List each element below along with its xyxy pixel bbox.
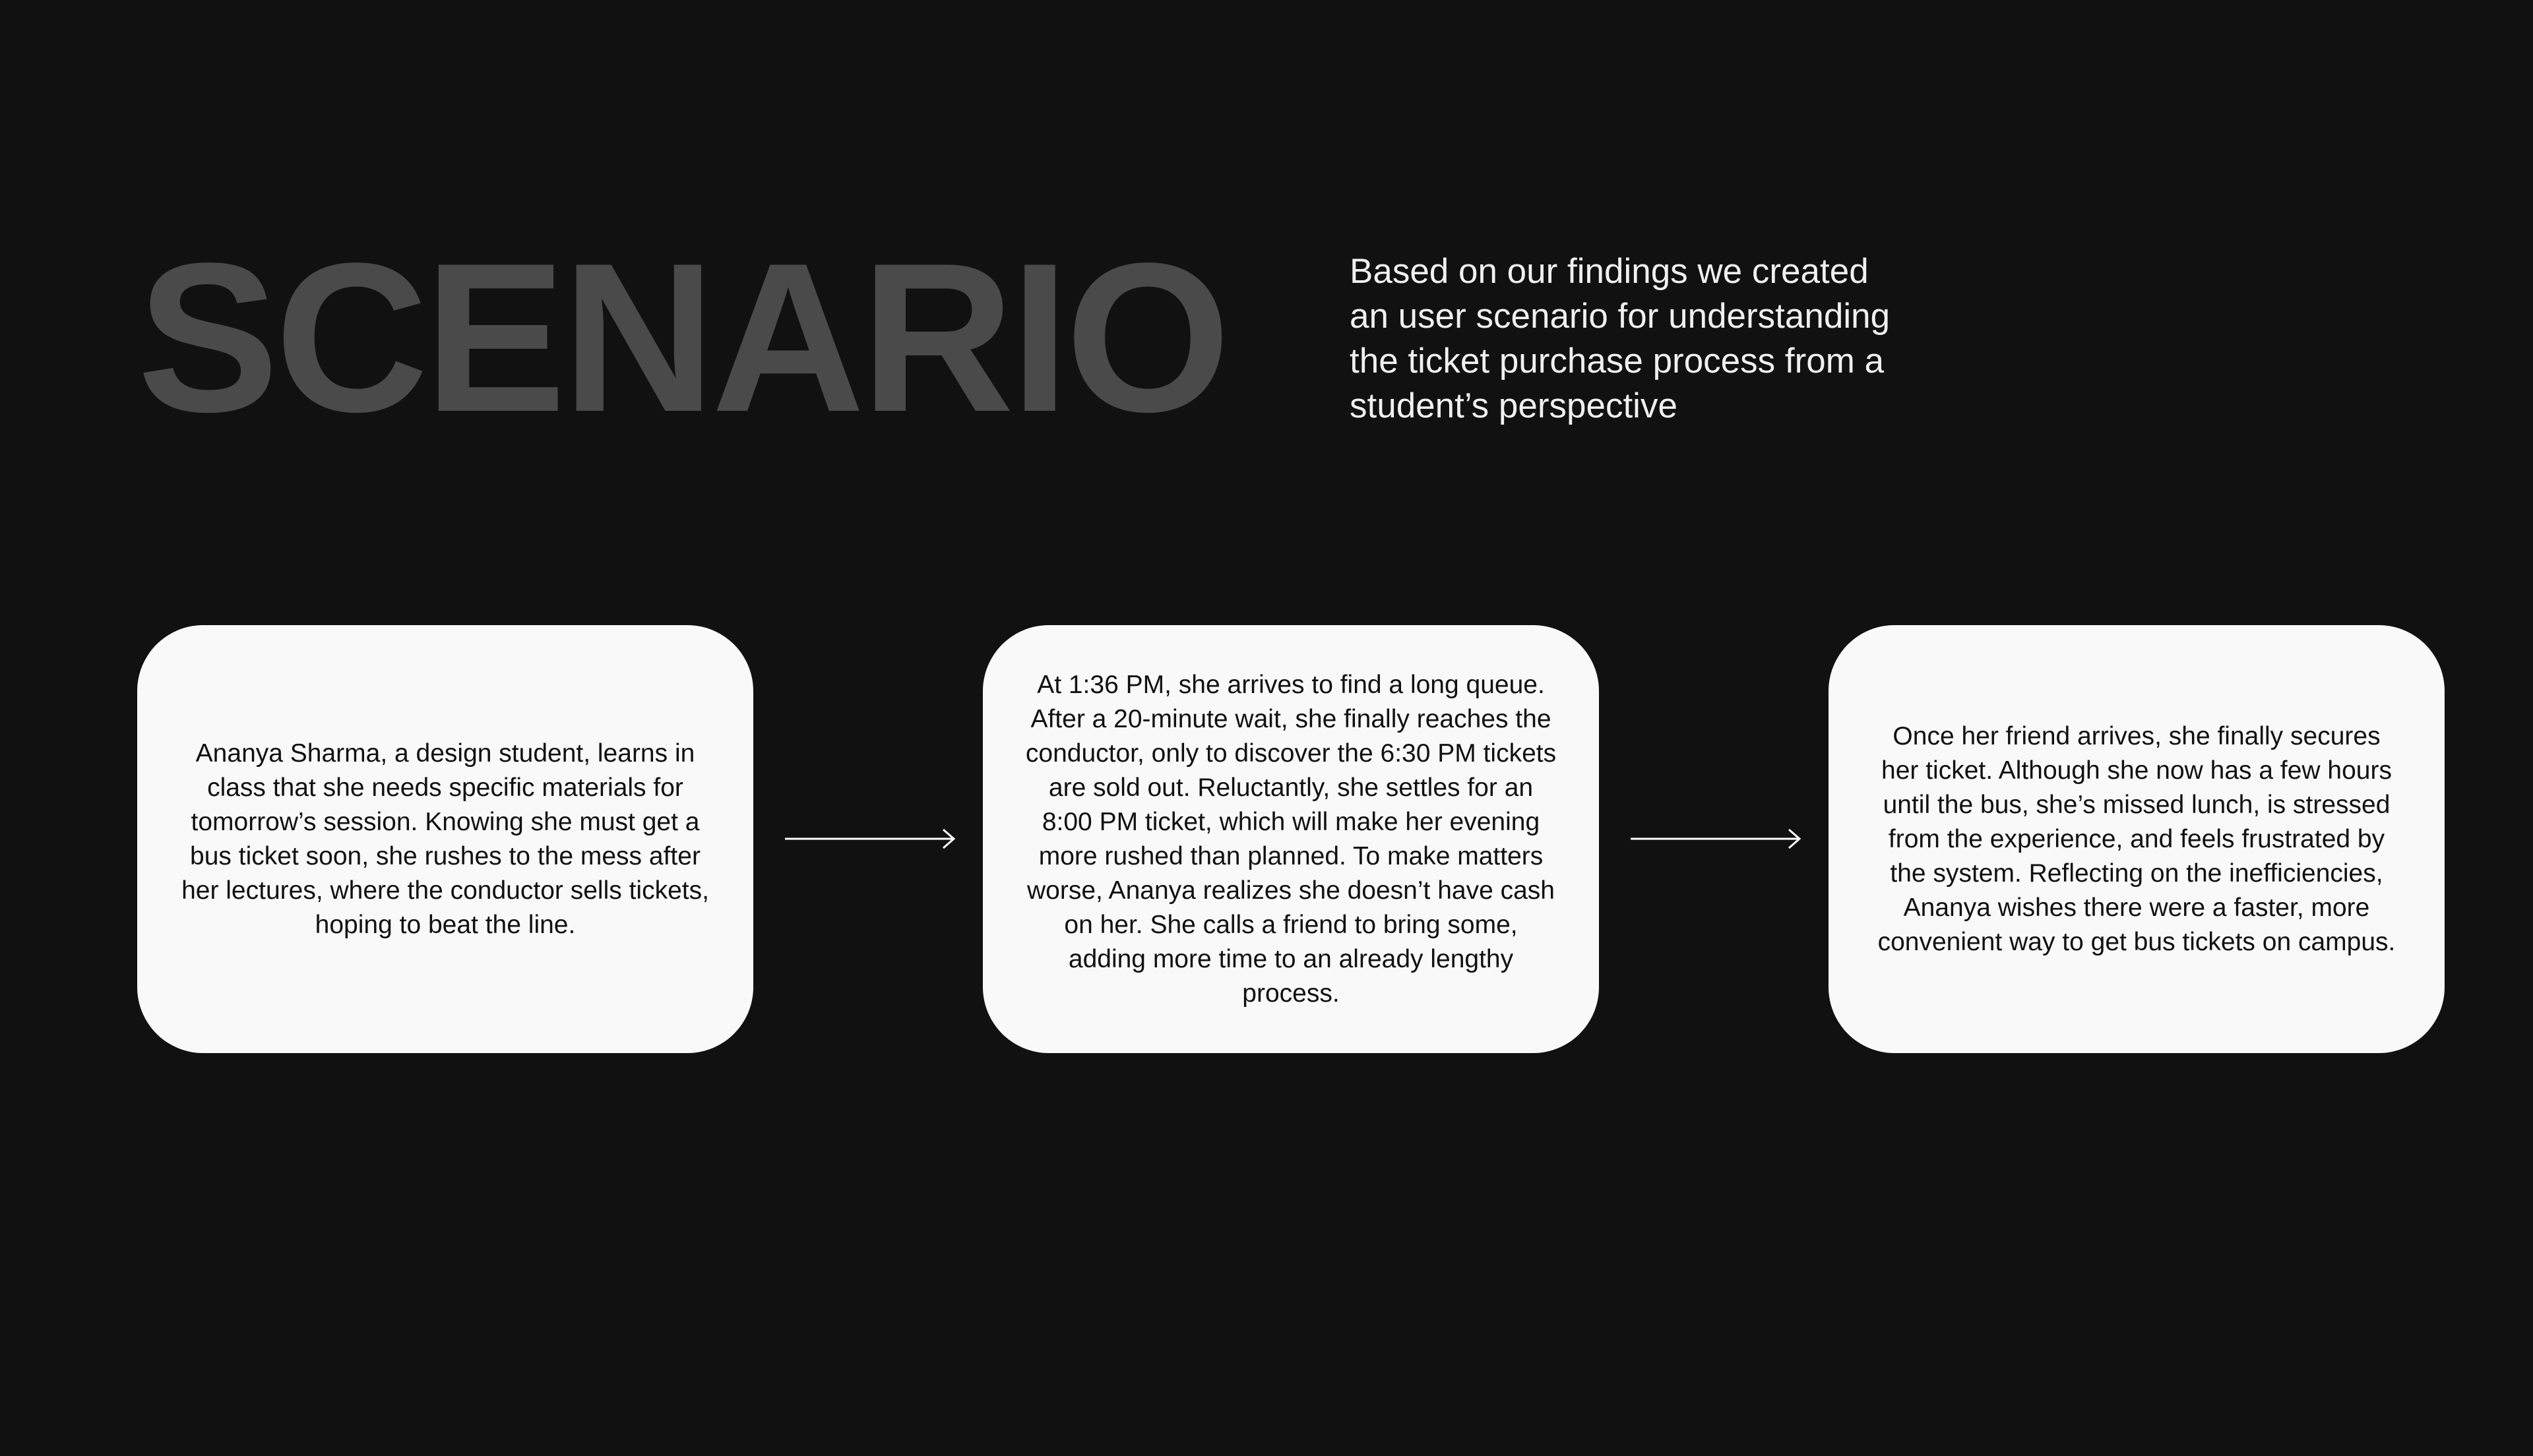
intro-text: Based on our findings we created an user scenario for understanding the ticket purchase process from a student’s perspective xyxy=(1350,252,1891,425)
arrow-right-icon xyxy=(1629,826,1802,852)
scenario-step-2-card xyxy=(983,625,1599,1053)
scenario-step-1-text: Ananya Sharma, a design student, learns in class that she needs specific materials for tomorrow’s session. Knowing she must get a bus ticket soon, she rushes to the mess after her lectures, where the conductor sells tickets, hoping to beat the line. xyxy=(181,739,709,939)
scenario-step-3-text: Once her friend arrives, she finally secures her ticket. Although she now has a few hours until the bus, she’s missed lunch, is stressed from the experience, and feels frustrated by the system. Reflecting on the inefficiencies, Ananya wishes there were a faster, more convenient way to get bus tickets on campus. xyxy=(1877,721,2396,956)
page-title: SCENARIO xyxy=(137,220,1227,456)
scenario-step-3-card xyxy=(1829,625,2445,1053)
scenario-step-2-text: At 1:36 PM, she arrives to find a long queue. After a 20-minute wait, she finally reaches the conductor, only to discover the 6:30 PM tickets are sold out. Reluctantly, she settles for an 8:00 PM ticket, which will make her evening more rushed than planned. To make matters worse, Ananya realizes she doesn’t have cash on her. She calls a friend to bring some, adding more time to an already lengthy process. xyxy=(1025,670,1557,1008)
scenario-step-1-card xyxy=(137,625,753,1053)
arrow-right-icon xyxy=(784,826,956,852)
